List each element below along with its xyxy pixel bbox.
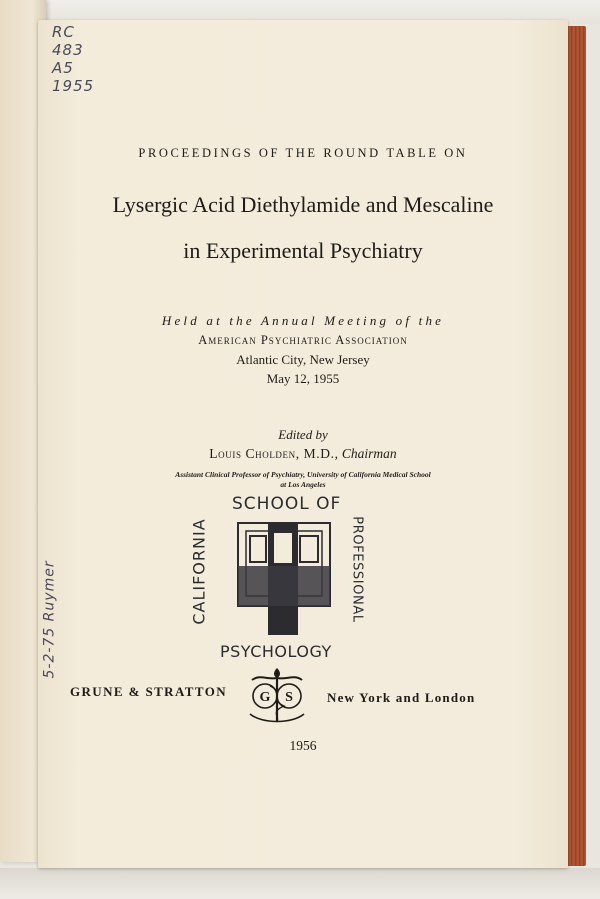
editor-name: Louis Cholden, M.D., [209,446,339,461]
background-bottom [0,868,600,899]
meeting-date: May 12, 1955 [266,371,340,386]
editor-affiliation-line-2: at Los Angeles [280,480,326,489]
title-line-2: in Experimental Psychiatry [183,238,423,263]
proceedings-heading: PROCEEDINGS OF THE ROUND TABLE ON [138,146,468,160]
meeting-city: Atlantic City, New Jersey [236,352,370,367]
stamp-text-left: CALIFORNIA [189,518,209,625]
stamp-emblem-icon [190,488,370,668]
svg-text:G: G [259,690,271,705]
editor-affiliation-line-1: Assistant Clinical Professor of Psychiatry, University of California Medical School [175,470,431,479]
publisher-location: New York and London [327,690,476,705]
editor-role: Chairman [341,446,397,461]
svg-text:S: S [285,690,293,705]
call-number-line: 483 [52,41,84,59]
held-at-line: Held at the Annual Meeting of the [161,313,445,328]
edited-by-label: Edited by [278,427,328,442]
stamp-text-right: PROFESSIONAL [349,516,365,623]
publisher-emblem-icon [244,664,310,728]
publication-year: 1956 [289,738,317,753]
editor-line [38,446,568,462]
margin-note: 5-2-75 Ruymer [41,560,58,679]
library-stamp [190,488,370,668]
call-number-line: A5 [52,59,74,77]
stamp-text-top: SCHOOL OF [232,494,342,514]
title-line-1: Lysergic Acid Diethylamide and Mescaline [112,192,494,217]
call-number-line: RC [52,23,75,41]
stamp-text-bottom: PSYCHOLOGY [220,642,332,661]
publisher-name: GRUNE & STRATTON [70,684,227,699]
call-number-line: 1955 [52,77,95,95]
call-number [52,24,112,96]
association-name: American Psychiatric Association [198,333,408,347]
